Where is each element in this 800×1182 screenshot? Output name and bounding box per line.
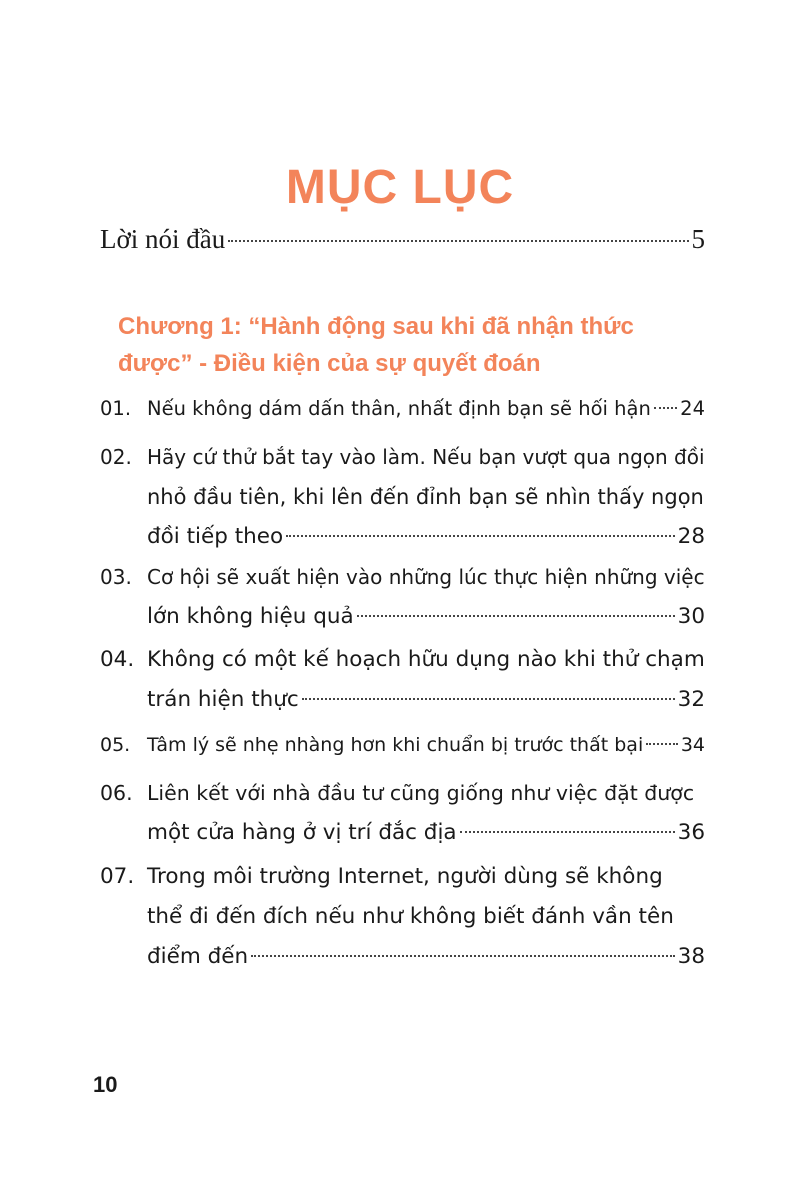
entry-number: 04. (100, 647, 135, 672)
entry-page: 36 (677, 820, 705, 845)
entry-text: Nếu không dám dấn thân, nhất định bạn sẽ hối hận (147, 397, 651, 420)
entry-text: Tâm lý sẽ nhẹ nhàng hơn khi chuẩn bị trước thất bại (147, 734, 644, 756)
entry-text: trán hiện thực (147, 687, 299, 712)
intro-label: Lời nói đầu (100, 224, 226, 254)
entry-text: điểm đến (147, 944, 249, 969)
entry-number: 03. (100, 565, 132, 589)
entry-text: nhỏ đầu tiên, khi lên đến đỉnh bạn sẽ nhìn thấy ngọn (147, 485, 704, 509)
entry-page: 28 (677, 524, 705, 549)
dot-leader (302, 698, 675, 700)
dot-leader (251, 955, 675, 957)
dot-leader (286, 535, 674, 537)
page-title: MỤC LỤC (285, 161, 515, 214)
page-number: 10 (93, 1072, 118, 1097)
toc-entry-01[interactable] (100, 389, 705, 429)
intro-page: 5 (691, 224, 705, 254)
entry-text: thể đi đến đích nếu như không biết đánh vần tên (147, 904, 674, 929)
entry-text: Không có một kế hoạch hữu dụng nào khi thử chạm (147, 647, 705, 672)
entry-text: lớn không hiệu quả (147, 604, 354, 629)
entry-number: 05. (100, 734, 131, 756)
entry-text: đồi tiếp theo (147, 524, 284, 549)
entry-page: 34 (680, 734, 705, 756)
entry-number: 02. (100, 445, 132, 469)
dot-leader (228, 240, 688, 242)
entry-text: một cửa hàng ở vị trí đắc địa (147, 820, 457, 845)
dot-leader (460, 831, 675, 833)
entry-text: Trong môi trường Internet, người dùng sẽ không (147, 864, 663, 889)
dot-leader (646, 743, 678, 745)
toc-entry-04[interactable] (100, 640, 705, 720)
entry-page: 30 (677, 604, 705, 629)
entry-page: 38 (677, 944, 705, 969)
toc-entry-03[interactable] (100, 557, 705, 637)
entry-text: Liên kết với nhà đầu tư cũng giống như việc đặt được (147, 781, 695, 805)
toc-intro-row[interactable] (100, 224, 705, 264)
toc-entry-02[interactable] (100, 437, 705, 557)
entry-page: 32 (677, 687, 705, 712)
chapter-title-line-1: Chương 1: “Hành động sau khi đã nhận thức (118, 313, 634, 340)
entry-number: 01. (100, 397, 132, 420)
entry-text: Cơ hội sẽ xuất hiện vào những lúc thực hiện những việc (147, 565, 705, 589)
toc-entry-07[interactable] (100, 857, 705, 977)
entry-number: 07. (100, 864, 135, 889)
dot-leader (654, 407, 677, 409)
chapter-title (118, 308, 718, 382)
toc-entry-05[interactable] (100, 725, 705, 765)
dot-leader (357, 615, 675, 617)
entry-page: 24 (680, 397, 705, 420)
entry-text: Hãy cứ thử bắt tay vào làm. Nếu bạn vượt qua ngọn đồi (147, 445, 705, 469)
chapter-title-line-2: được” - Điều kiện của sự quyết đoán (118, 350, 541, 377)
entry-number: 06. (100, 781, 133, 805)
toc-entry-06[interactable] (100, 773, 705, 853)
